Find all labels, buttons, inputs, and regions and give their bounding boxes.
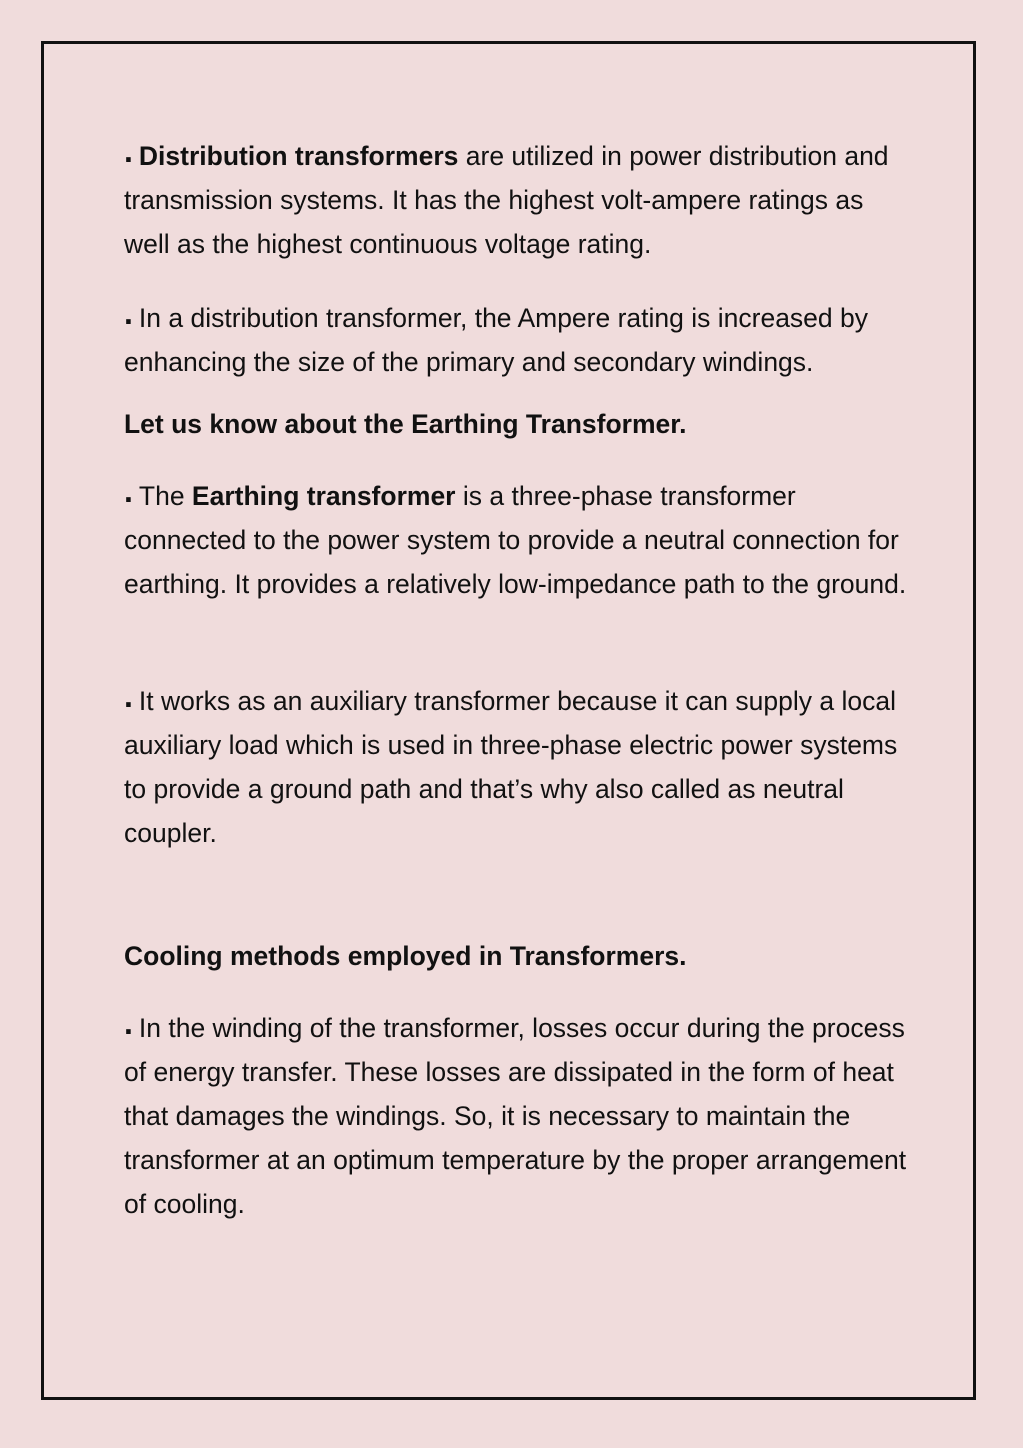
- term-earthing-transformer: Earthing transformer: [191, 481, 456, 511]
- heading-cooling-methods: Cooling methods employed in Transformers.: [124, 941, 687, 971]
- paragraph-text: It works as an auxiliary transformer because it can supply a local auxiliary load which is used in three-phase electric power systems to provide a ground path and that’s why also called as neutral coupler.: [124, 686, 898, 848]
- paragraph-text: is a three-phase transformer connected to the power system to provide a neutral connection for earthing. It provides a relatively low-impedance path to the ground.: [124, 481, 907, 599]
- bullet-marker: .: [124, 295, 133, 331]
- paragraph-auxiliary-transformer: [124, 677, 914, 855]
- paragraph-cooling: [124, 1004, 914, 1226]
- paragraph-ampere-rating: [124, 294, 914, 384]
- bullet-marker: .: [124, 1005, 133, 1041]
- heading-earthing-transformer: Let us know about the Earthing Transformer.: [124, 409, 687, 439]
- paragraph-text: In the winding of the transformer, losses occur during the process of energy transfer. These losses are dissipated in the form of heat that damages the windings. So, it is necessary to maintain the transformer at an optimum temperature by the proper arrangement of cooling.: [124, 1013, 907, 1219]
- bullet-marker: .: [124, 473, 133, 509]
- term-distribution-transformers: Distribution transformers: [138, 141, 459, 171]
- bullet-marker: .: [124, 133, 133, 169]
- paragraph-earthing-transformer: [124, 472, 914, 606]
- paragraph-distribution-transformers: [124, 132, 914, 266]
- paragraph-text: In a distribution transformer, the Ampere rating is increased by enhancing the size of the primary and secondary windings.: [124, 303, 869, 377]
- paragraph-prefix: The: [138, 481, 192, 511]
- paragraph-text: are utilized in power distribution and transmission systems. It has the highest volt-ampere ratings as well as the highest continuous voltage rating.: [124, 141, 889, 259]
- bullet-marker: .: [124, 678, 133, 714]
